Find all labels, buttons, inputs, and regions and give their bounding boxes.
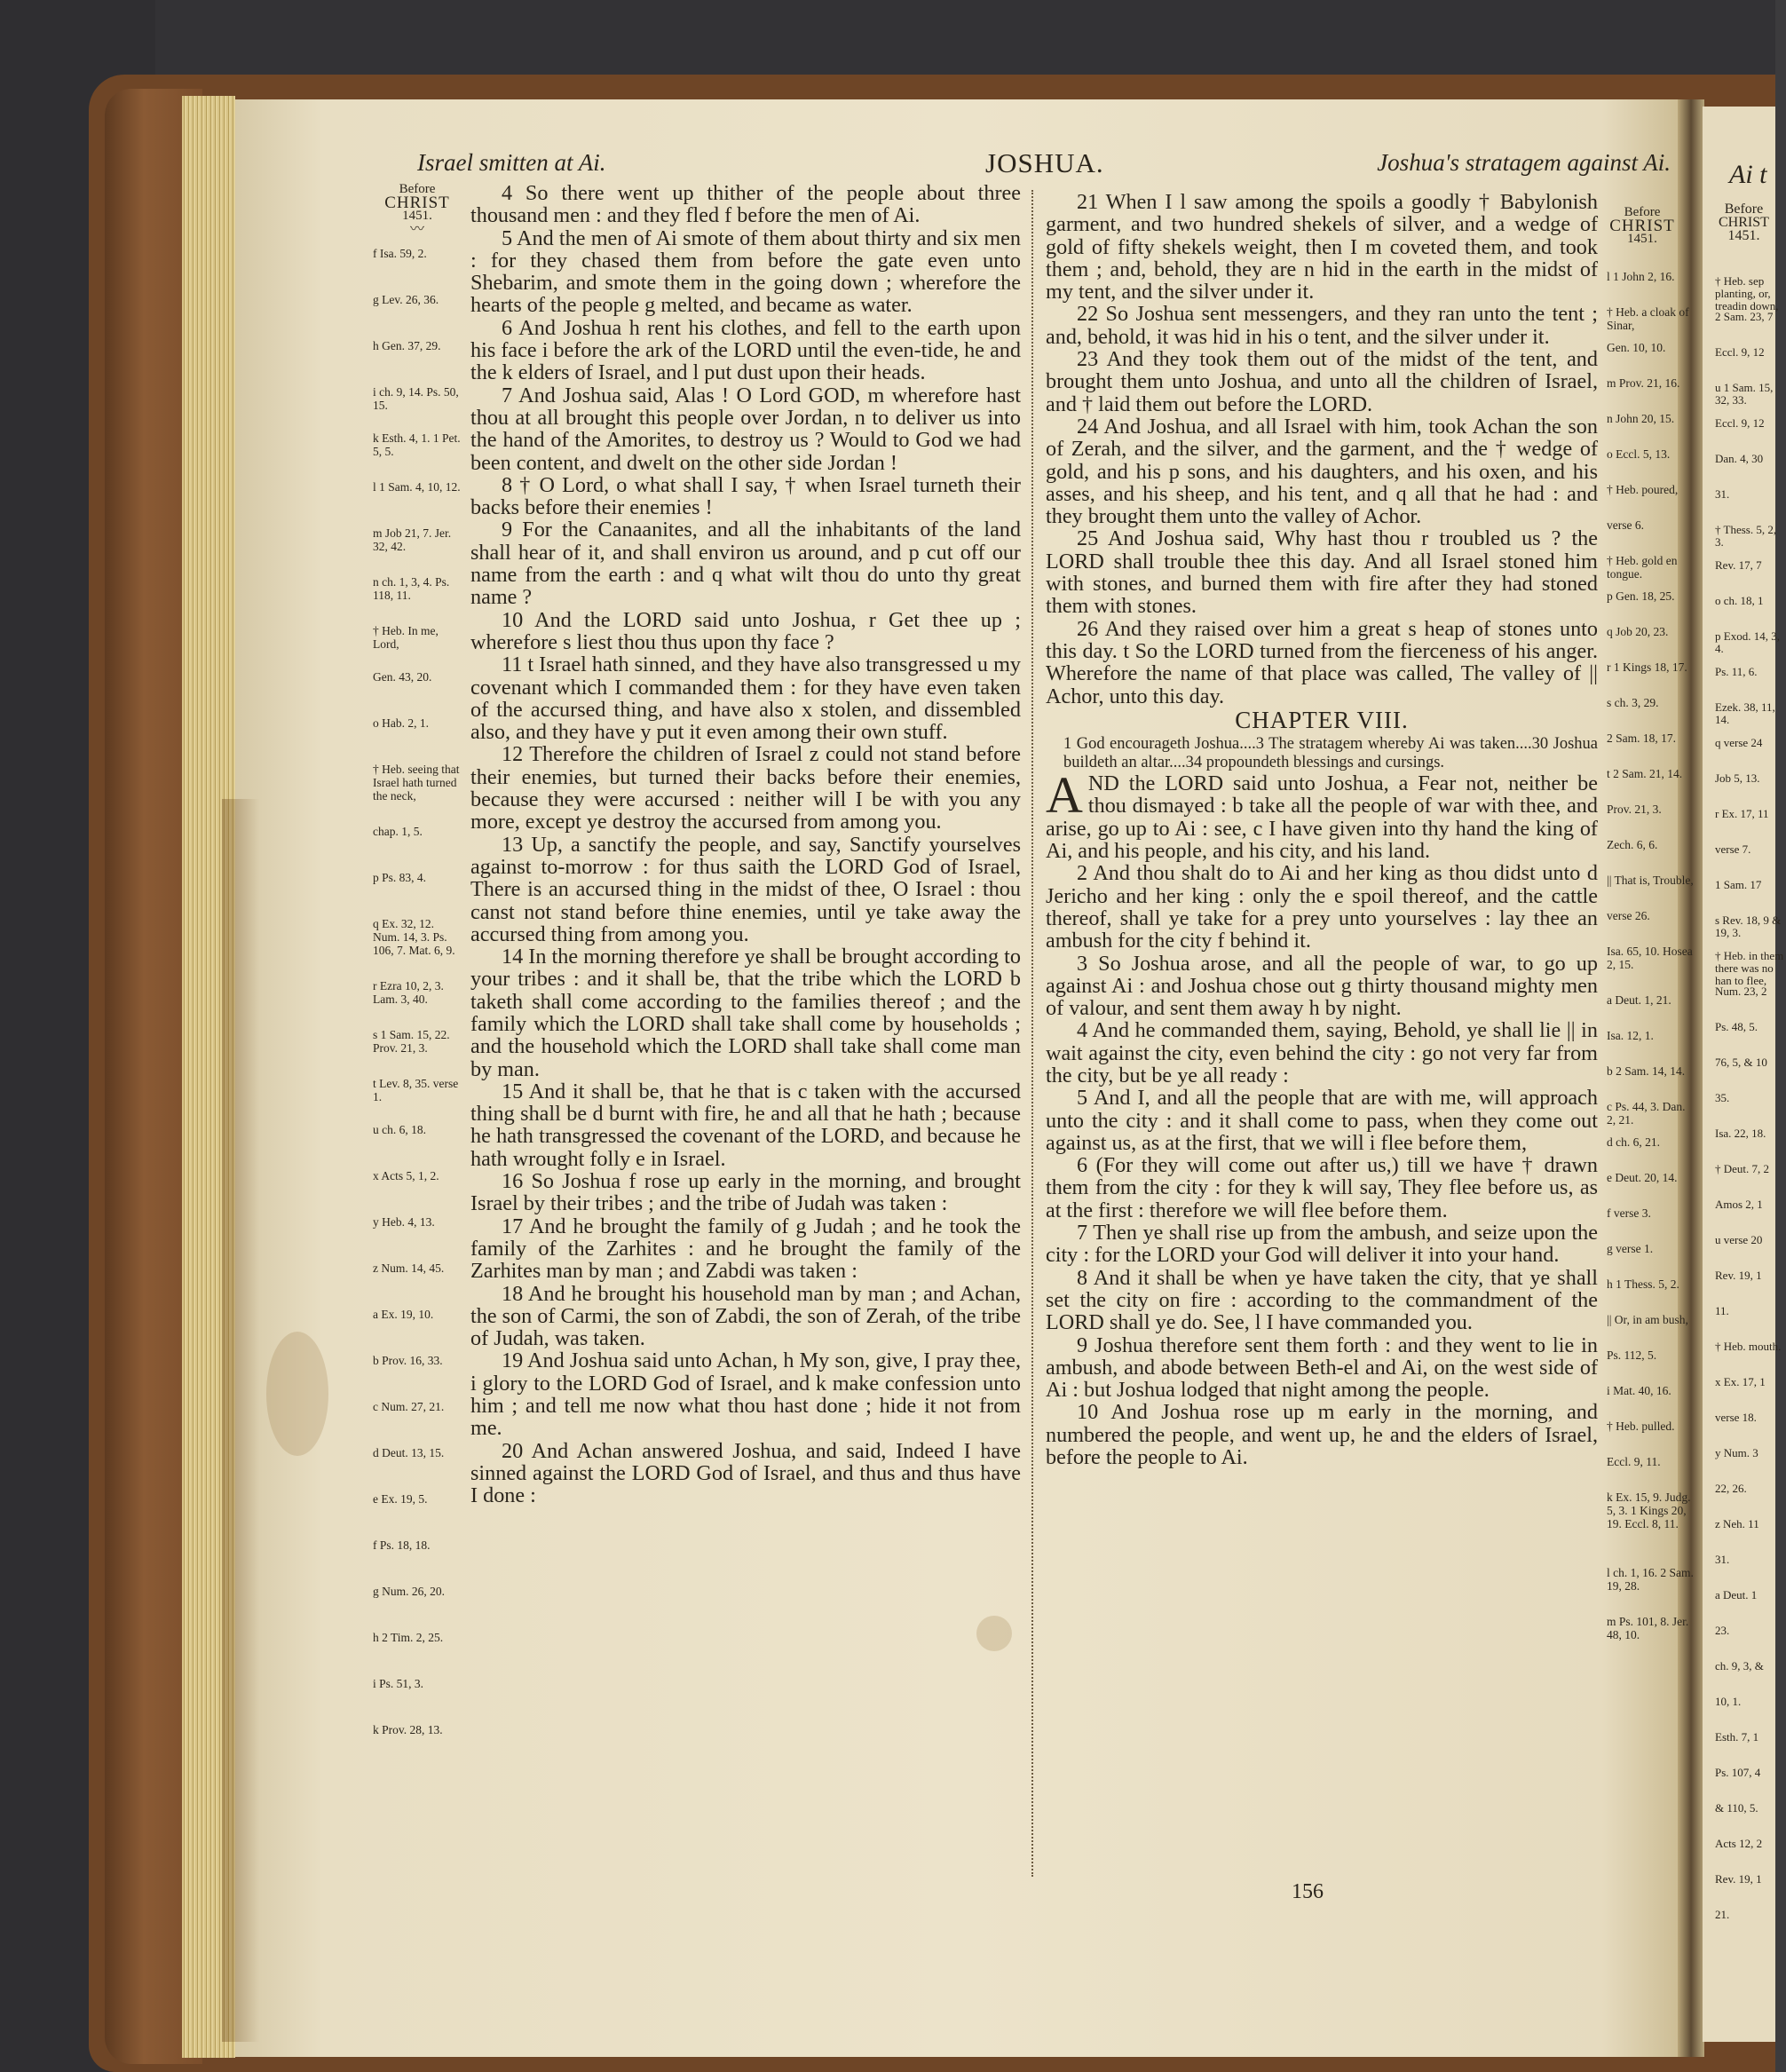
margin-reference: i Ps. 51, 3. <box>373 1677 424 1690</box>
running-head-right: Joshua's stratagem against Ai. <box>1377 149 1671 176</box>
margin-reference: 21. <box>1715 1908 1730 1921</box>
margin-reference: m Ps. 101, 8. Jer. 48, 10. <box>1607 1615 1689 1641</box>
year-label: 1451. <box>1727 228 1760 243</box>
dropcap: A <box>1046 766 1083 825</box>
verse: 15 And it shall be, that he that is c taken with the accursed thing shall be d burnt with fire, he and all that he hath ; because he hath transgressed the covenant of the LORD, and because he hath wrought folly e in Israel. <box>470 1079 1021 1171</box>
christ-label: CHRIST <box>1719 215 1769 230</box>
margin-reference: l 1 Sam. 4, 10, 12. <box>373 480 461 494</box>
margin-reference: r Ezra 10, 2, 3. Lam. 3, 40. <box>373 979 444 1006</box>
running-head-left: Israel smitten at Ai. <box>417 149 606 176</box>
before-label: Before <box>399 182 436 196</box>
margin-reference: 31. <box>1715 487 1730 501</box>
margin-reference: 2 Sam. 23, 7 <box>1715 310 1774 323</box>
margin-reference: Job 5, 13. <box>1715 771 1760 785</box>
next-page-date-block <box>1719 202 1769 242</box>
verse: 6 And Joshua h rent his clothes, and fell to the earth upon his face i before the ark of the LORD until the even-tide, he and the k elders of Israel, and l put dust upon their heads. <box>470 315 1021 385</box>
verse: 12 Therefore the children of Israel z could not stand before their enemies, but turned their backs before their enemies, because they were accursed : neither will I be with you any more, except ye destroy the accursed from among you. <box>470 742 1021 834</box>
margin-reference: Rev. 19, 1 <box>1715 1269 1762 1282</box>
margin-reference: Ps. 112, 5. <box>1607 1348 1657 1362</box>
margin-reference: y Num. 3 <box>1715 1446 1758 1459</box>
page-stain <box>976 1616 1012 1651</box>
margin-reference: i Mat. 40, 16. <box>1607 1384 1671 1397</box>
year-label: 1451. <box>1627 232 1657 246</box>
verse: 6 (For they will come out after us,) till we have † drawn them from the city : for they k will say, They flee before us, as at the first : therefore we will flee before them. <box>1046 1153 1598 1222</box>
margin-reference: c Ps. 44, 3. Dan. 2, 21. <box>1607 1100 1686 1127</box>
margin-reference: Amos 2, 1 <box>1715 1198 1763 1211</box>
verse: 21 When I l saw among the spoils a goodly † Babylonish garment, and two hundred shekels of silver, and a wedge of gold of fifty shekels weight, then I m coveted them, and took them ; and, behold, they are n hid in the earth in the midst of my tent, and the silver under it. <box>1046 190 1598 304</box>
margin-reference: x Ex. 17, 1 <box>1715 1375 1766 1388</box>
margin-reference: 10, 1. <box>1715 1695 1742 1708</box>
margin-reference: z Num. 14, 45. <box>373 1261 445 1275</box>
margin-reference: verse 18. <box>1715 1411 1757 1424</box>
margin-reference: Isa. 22, 18. <box>1715 1127 1766 1140</box>
margin-reference: Gen. 10, 10. <box>1607 341 1666 354</box>
margin-reference: s ch. 3, 29. <box>1607 696 1659 709</box>
margin-reference: Acts 12, 2 <box>1715 1837 1763 1850</box>
page-number: 156 <box>1292 1880 1324 1903</box>
margin-reference: Rev. 19, 1 <box>1715 1872 1762 1886</box>
margin-reference: h 2 Tim. 2, 25. <box>373 1631 444 1644</box>
margin-reference: q verse 24 <box>1715 736 1763 749</box>
margin-reference: † Heb. seeing that Israel hath turned the neck, <box>373 763 460 803</box>
verse: 25 And Joshua said, Why hast thou r troubled us ? the LORD shall trouble thee this day. And all Israel stoned him with stones, and burned them with fire after they had stoned them with stones. <box>1046 526 1598 619</box>
margin-reference: g Num. 26, 20. <box>373 1585 445 1598</box>
margin-reference: Eccl. 9, 12 <box>1715 345 1765 359</box>
margin-reference: m Prov. 21, 16. <box>1607 376 1680 390</box>
margin-reference: p Exod. 14, 3, 4. <box>1715 629 1780 655</box>
margin-reference: s 1 Sam. 15, 22. Prov. 21, 3. <box>373 1028 450 1055</box>
margin-reference: a Deut. 1, 21. <box>1607 993 1671 1007</box>
margin-reference: 31. <box>1715 1553 1730 1566</box>
margin-reference: Gen. 43, 20. <box>373 670 432 684</box>
chapter-summary: 1 God encourageth Joshua....3 The stratagem whereby Ai was taken....30 Joshua buildeth an altar....34 propoundeth blessings and cursings. <box>1063 735 1598 772</box>
margin-reference: t 2 Sam. 21, 14. <box>1607 767 1683 780</box>
margin-reference: a Ex. 19, 10. <box>373 1308 434 1321</box>
verse: 3 So Joshua arose, and all the people of war, to go up against Ai : and Joshua chose out g thirty thousand mighty men of valour, and sent them away h by night. <box>1046 951 1598 1021</box>
margin-reference: i ch. 9, 14. Ps. 50, 15. <box>373 385 459 412</box>
margin-reference: s Rev. 18, 9 & 19, 3. <box>1715 913 1782 939</box>
date-block <box>1607 206 1678 246</box>
margin-reference: l 1 John 2, 16. <box>1607 270 1675 283</box>
margin-reference: f Isa. 59, 2. <box>373 247 427 260</box>
margin-reference: x Acts 5, 1, 2. <box>373 1169 439 1182</box>
margin-reference: verse 6. <box>1607 518 1644 532</box>
margin-reference: f Ps. 18, 18. <box>373 1538 431 1552</box>
verse: 23 And they took them out of the midst of the tent, and brought them unto Joshua, and unto all the children of Israel, and † laid them out before the LORD. <box>1046 347 1598 416</box>
verse: 13 Up, a sanctify the people, and say, Sanctify yourselves against to-morrow : for thus saith the LORD God of Israel, There is an accursed thing in the midst of thee, O Israel : thou canst not stand before thine enemies, until ye take away the accursed thing from among you. <box>470 832 1021 946</box>
margin-reference: k Ex. 15, 9. Judg. 5, 3. 1 Kings 20, 19. Eccl. 8, 11. <box>1607 1491 1691 1530</box>
margin-reference: o ch. 18, 1 <box>1715 594 1764 607</box>
margin-reference: 11. <box>1715 1304 1729 1317</box>
ornament: 〰 <box>409 222 424 237</box>
margin-reference: l ch. 1, 16. 2 Sam. 19, 28. <box>1607 1566 1694 1593</box>
verse: 5 And the men of Ai smote of them about thirty and six men : for they chased them from before the gate even unto Shebarim, and smote them in the going down ; wherefore the hearts of the people g melted, and became as water. <box>470 225 1021 318</box>
margin-reference: Esth. 7, 1 <box>1715 1730 1759 1744</box>
margin-reference: † Deut. 7, 2 <box>1715 1162 1770 1175</box>
margin-reference: o Hab. 2, 1. <box>373 716 429 730</box>
margin-reference: g verse 1. <box>1607 1242 1654 1255</box>
book-title: JOSHUA. <box>985 147 1104 178</box>
margin-reference: Ps. 48, 5. <box>1715 1020 1758 1033</box>
margin-reference: t Lev. 8, 35. verse 1. <box>373 1077 459 1103</box>
verse: 10 And the LORD said unto Joshua, r Get thee up ; wherefore s liest thou thus upon thy face ? <box>470 607 1021 654</box>
christ-label: CHRIST <box>384 194 450 212</box>
margin-reference: verse 26. <box>1607 909 1650 922</box>
chapter-opening-verse <box>1046 766 1598 864</box>
verse-text: ND the LORD said unto Joshua, a Fear not, neither be thou dismayed : b take all the people of war with thee, and arise, go up to Ai : see, c I have given into thy hand the king of Ai, and his people, and his city, and his land. <box>1046 771 1598 864</box>
margin-reference: † Heb. In me, Lord, <box>373 624 439 651</box>
margin-reference: Dan. 4, 30 <box>1715 452 1764 465</box>
verse: 4 And he commanded them, saying, Behold, ye shall lie || in wait against the city, even behind the city : go not very far from the city, but be ye all ready : <box>1046 1018 1598 1087</box>
left-margin-notes <box>373 183 462 1870</box>
backdrop <box>0 0 1775 80</box>
margin-reference: q Job 20, 23. <box>1607 625 1669 638</box>
margin-reference: b Prov. 16, 33. <box>373 1354 443 1367</box>
chapter-heading: CHAPTER VIII. <box>1235 706 1409 733</box>
margin-reference: u ch. 6, 18. <box>373 1123 426 1136</box>
margin-reference: chap. 1, 5. <box>373 825 423 838</box>
margin-reference: d Deut. 13, 15. <box>373 1446 445 1459</box>
margin-reference: k Esth. 4, 1. 1 Pet. 5, 5. <box>373 431 461 458</box>
margin-reference: k Prov. 28, 13. <box>373 1723 443 1736</box>
verse: 8 † O Lord, o what shall I say, † when Israel turneth their backs before their enemies ! <box>470 472 1021 520</box>
margin-reference: a Deut. 1 <box>1715 1588 1758 1601</box>
margin-reference: z Neh. 11 <box>1715 1517 1759 1530</box>
margin-reference: 23. <box>1715 1624 1730 1637</box>
margin-reference: m Job 21, 7. Jer. 32, 42. <box>373 526 452 553</box>
page-stain <box>266 1332 328 1456</box>
before-label: Before <box>1624 205 1661 219</box>
verse: 9 Joshua therefore sent them forth : and they went to lie in ambush, and abode between Beth-el and Ai, on the west side of Ai : but Joshua lodged that night among the people. <box>1046 1333 1598 1403</box>
verse: 10 And Joshua rose up m early in the morning, and numbered the people, and went up, he and the elders of Israel, before the people to Ai. <box>1046 1400 1598 1470</box>
margin-reference: || That is, Trouble, <box>1607 874 1694 887</box>
verse: 18 And he brought his household man by man ; and Achan, the son of Carmi, the son of Zabdi, the son of Zerah, of the tribe of Judah, was taken. <box>470 1281 1021 1351</box>
margin-reference: h Gen. 37, 29. <box>373 339 441 352</box>
margin-reference: p Ps. 83, 4. <box>373 871 427 884</box>
margin-reference: † Heb. in them there was no han to flee, <box>1715 949 1784 987</box>
christ-label: CHRIST <box>1609 217 1675 235</box>
margin-reference: e Ex. 19, 5. <box>373 1492 428 1506</box>
margin-reference: 35. <box>1715 1091 1730 1104</box>
margin-reference: Prov. 21, 3. <box>1607 803 1662 816</box>
margin-reference: 76, 5, & 10 <box>1715 1056 1767 1069</box>
margin-reference: y Heb. 4, 13. <box>373 1215 435 1229</box>
margin-reference: u 1 Sam. 15, 32, 33. <box>1715 381 1774 407</box>
verse: 24 And Joshua, and all Israel with him, took Achan the son of Zerah, and the silver, and the garment, and the † wedge of gold, and his p sons, and his daughters, and his oxen, and his asses, and his sheep, and his tent, and q all that he had : and they brought them unto the valley of Achor. <box>1046 414 1598 529</box>
margin-reference: † Heb. mouth. <box>1715 1340 1782 1353</box>
margin-reference: Ezek. 38, 11, 14. <box>1715 700 1775 726</box>
margin-reference: b 2 Sam. 14, 14. <box>1607 1064 1686 1078</box>
column-divider <box>1031 190 1039 1877</box>
margin-reference: u verse 20 <box>1715 1233 1763 1246</box>
verse: 11 t Israel hath sinned, and they have also transgressed u my covenant which I commanded them : for they have even taken of the accursed thing, and have also x stolen, and dissembled also, and they have y put it even among their own stuff. <box>470 652 1021 745</box>
left-column <box>470 182 1021 1507</box>
page-wear <box>222 799 259 2042</box>
margin-reference: Ps. 107, 4 <box>1715 1766 1761 1779</box>
margin-reference: Num. 23, 2 <box>1715 985 1767 998</box>
margin-reference: r Ex. 17, 11 <box>1715 807 1769 820</box>
margin-reference: Isa. 65, 10. Hosea 2, 15. <box>1607 945 1693 971</box>
margin-reference: q Ex. 32, 12. Num. 14, 3. Ps. 106, 7. Mat. 6, 9. <box>373 917 455 957</box>
margin-reference: f verse 3. <box>1607 1206 1651 1220</box>
margin-reference: 22, 26. <box>1715 1482 1747 1495</box>
margin-reference: e Deut. 20, 14. <box>1607 1171 1678 1184</box>
margin-reference: verse 7. <box>1715 842 1751 856</box>
verse: 5 And I, and all the people that are with me, will approach unto the city : and it shall come to pass, when they come out against us, as at the first, that we will i flee before them, <box>1046 1086 1598 1155</box>
margin-reference: & 110, 5. <box>1715 1801 1758 1815</box>
margin-reference: g Lev. 26, 36. <box>373 293 439 306</box>
margin-reference: † Heb. sep planting, or, treadin down, <box>1715 274 1779 312</box>
date-block <box>373 183 462 236</box>
verse: 7 And Joshua said, Alas ! O Lord GOD, m wherefore hast thou at all brought this people over Jordan, n to deliver us into the hand of the Amorites, to destroy us ? Would to God we had been content, and dwelt on the other side Jordan ! <box>470 383 1021 475</box>
verse: 9 For the Canaanites, and all the inhabitants of the land shall hear of it, and shall environ us around, and p cut off our name from the earth : and q what wilt thou do unto thy great name ? <box>470 518 1021 610</box>
next-page-head: Ai t <box>1729 160 1767 189</box>
margin-reference: † Thess. 5, 2, 3. <box>1715 523 1777 549</box>
verse: 17 And he brought the family of g Judah ; and he took the family of the Zarhites : and he brought the family of the Zarhites man by man ; and Zabdi was taken : <box>470 1214 1021 1284</box>
verse: 8 And it shall be when ye have taken the city, that ye shall set the city on fire : according to the commandment of the LORD shall ye do. See, l I have commanded you. <box>1046 1265 1598 1335</box>
margin-reference: d ch. 6, 21. <box>1607 1135 1660 1149</box>
right-margin-notes <box>1607 205 1694 1893</box>
margin-reference: c Num. 27, 21. <box>373 1400 445 1413</box>
margin-reference: o Eccl. 5, 13. <box>1607 447 1671 461</box>
book-gutter <box>1678 99 1704 2057</box>
margin-reference: Zech. 6, 6. <box>1607 838 1658 851</box>
verse: 7 Then ye shall rise up from the ambush, and seize upon the city : for the LORD your God will deliver it into your hand. <box>1046 1221 1598 1268</box>
verse: 20 And Achan answered Joshua, and said, Indeed I have sinned against the LORD God of Israel, and thus and thus have I done : <box>470 1438 1021 1508</box>
verse: 4 So there went up thither of the people about three thousand men : and they fled f before the men of Ai. <box>470 181 1021 228</box>
margin-reference: h 1 Thess. 5, 2. <box>1607 1277 1679 1291</box>
next-page-sliver <box>1703 107 1784 2042</box>
verse: 26 And they raised over him a great s heap of stones unto this day. t So the LORD turned from the fierceness of his anger. Wherefore the name of that place was called, The valley of || Achor, unto this day. <box>1046 616 1598 708</box>
verse: 22 So Joshua sent messengers, and they ran unto the tent ; and, behold, it was hid in his o tent, and the silver under it. <box>1046 302 1598 349</box>
margin-reference: Eccl. 9, 12 <box>1715 416 1765 430</box>
margin-reference: † Heb. poured, <box>1607 483 1679 496</box>
margin-reference: n John 20, 15. <box>1607 412 1675 425</box>
before-label: Before <box>1724 202 1764 217</box>
margin-reference: n ch. 1, 3, 4. Ps. 118, 11. <box>373 575 450 602</box>
margin-reference: Eccl. 9, 11. <box>1607 1455 1661 1468</box>
year-label: 1451. <box>402 209 432 223</box>
verse: 2 And thou shalt do to Ai and her king as thou didst unto d Jericho and her king : only the e spoil thereof, and the cattle thereof, shall ye take for a prey unto yourselves : lay thee an ambush for the city f behind it. <box>1046 861 1598 953</box>
margin-reference: Isa. 12, 1. <box>1607 1029 1654 1042</box>
verse: 16 So Joshua f rose up early in the morning, and brought Israel by their tribes ; and the tribe of Judah was taken : <box>470 1169 1021 1216</box>
margin-reference: 2 Sam. 18, 17. <box>1607 732 1677 745</box>
margin-reference: 1 Sam. 17 <box>1715 878 1762 891</box>
margin-reference: || Or, in am bush, <box>1607 1313 1688 1326</box>
margin-reference: r 1 Kings 18, 17. <box>1607 660 1687 674</box>
margin-reference: Rev. 17, 7 <box>1715 558 1762 572</box>
margin-reference: † Heb. a cloak of Sinar, <box>1607 305 1689 332</box>
verse: 14 In the morning therefore ye shall be brought according to your tribes : and it shall be, that the tribe which the LORD b taketh shall come according to the families thereof ; and the family which the LORD shall take shall come by households ; and the household which the LORD shall take shall come man by man. <box>470 945 1021 1081</box>
margin-reference: † Heb. gold en tongue. <box>1607 554 1678 581</box>
margin-reference: † Heb. pulled. <box>1607 1420 1675 1433</box>
margin-reference: ch. 9, 3, & <box>1715 1659 1764 1673</box>
verse: 19 And Joshua said unto Achan, h My son, give, I pray thee, i glory to the LORD God of Israel, and k make confession unto him ; and tell me now what thou hast done ; hide it not from me. <box>470 1348 1021 1441</box>
margin-reference: p Gen. 18, 25. <box>1607 589 1675 603</box>
margin-reference: Ps. 11, 6. <box>1715 665 1758 678</box>
right-column <box>1046 191 1598 1468</box>
